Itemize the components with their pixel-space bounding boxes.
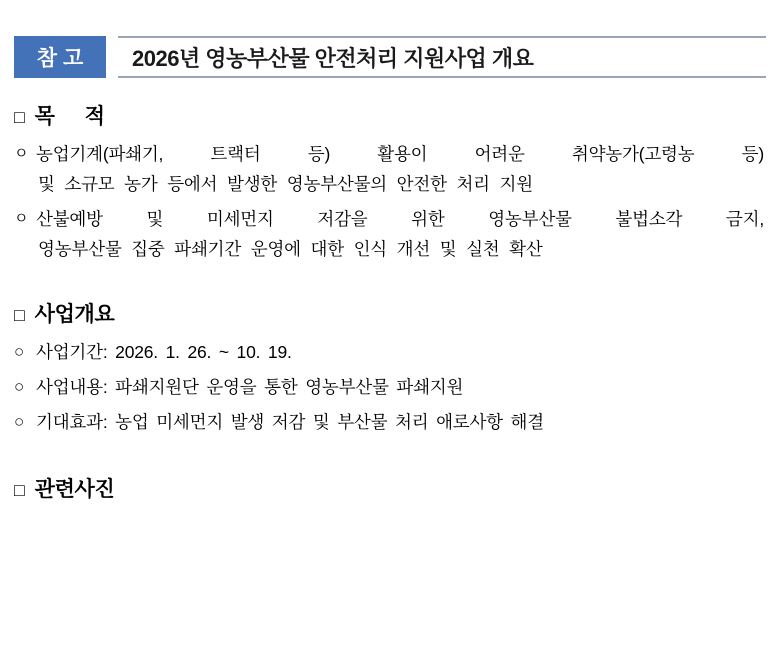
list-item-label: 사업내용: (36, 377, 108, 397)
list-item-body (36, 204, 766, 264)
section-purpose-items (14, 139, 766, 264)
list-item (14, 407, 766, 437)
square-bullet-icon: □ (14, 107, 25, 127)
page-title: 2026년 영농부산물 안전처리 지원사업 개요 (132, 45, 534, 71)
section-purpose (14, 100, 766, 264)
list-item-value: 파쇄지원단 운영을 통한 영농부산물 파쇄지원 (115, 377, 464, 397)
section-purpose-heading (14, 100, 766, 130)
list-item-line2: 영농부산물 집중 파쇄기간 운영에 대한 인식 개선 및 실천 확산 (38, 239, 543, 259)
list-item (14, 204, 766, 264)
list-item-line2: 및 소규모 농가 등에서 발생한 영농부산물의 안전한 처리 지원 (38, 174, 533, 194)
list-item-value: 농업 미세먼지 발생 저감 및 부산물 처리 애로사항 해결 (115, 412, 544, 432)
circle-bullet-icon: ㅇ (14, 145, 29, 162)
circle-bullet-icon: ○ (14, 377, 25, 396)
section-overview (14, 298, 766, 437)
list-item-line1: 농업기계(파쇄기, 트랙터 등) 활용이 어려운 취약농가(고령농 등) (36, 144, 764, 164)
list-item-body (36, 407, 766, 437)
circle-bullet-icon: ○ (14, 412, 25, 431)
section-overview-items (14, 337, 766, 437)
list-item-line1: 산불예방 및 미세먼지 저감을 위한 영농부산물 불법소각 금지, (36, 209, 764, 229)
list-item-label: 기대효과: (36, 412, 108, 432)
section-overview-heading (14, 298, 766, 328)
list-item (14, 139, 766, 199)
list-item-value: 2026. 1. 26. ~ 10. 19. (115, 342, 292, 362)
list-item (14, 372, 766, 402)
section-overview-title: 사업개요 (34, 303, 115, 326)
reference-badge: 참고 (14, 36, 106, 78)
title-box (118, 36, 766, 78)
square-bullet-icon: □ (14, 480, 25, 500)
section-photos-heading (14, 473, 766, 503)
list-item-body (36, 337, 766, 367)
section-purpose-title: 목 적 (34, 105, 117, 128)
list-item-body (36, 139, 766, 199)
document-page (0, 36, 780, 646)
circle-bullet-icon: ○ (14, 342, 25, 361)
list-item-label: 사업기간: (36, 342, 108, 362)
list-item-body (36, 372, 766, 402)
list-item (14, 337, 766, 367)
section-photos-title: 관련사진 (34, 478, 115, 501)
square-bullet-icon: □ (14, 305, 25, 325)
section-photos (14, 473, 766, 503)
circle-bullet-icon: ㅇ (14, 210, 29, 227)
document-header (14, 36, 766, 78)
